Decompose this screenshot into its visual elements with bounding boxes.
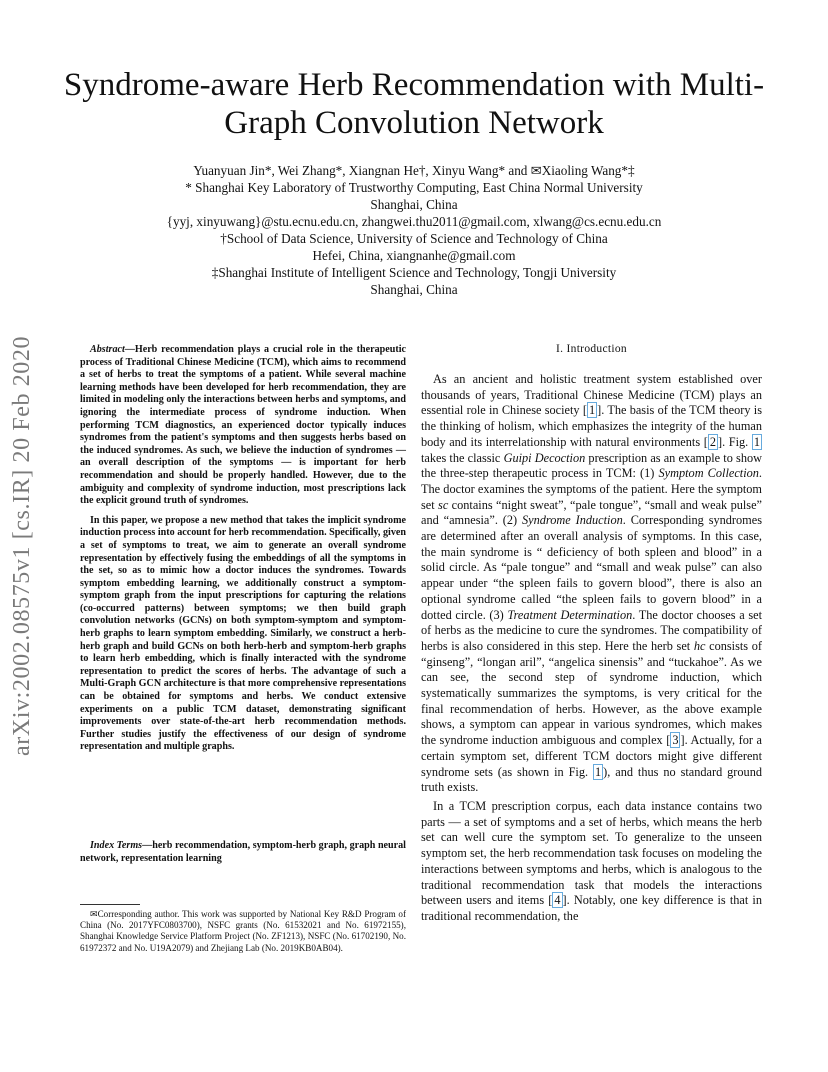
paper-title: Syndrome-aware Herb Recommendation with Multi-Graph Convolution Network: [63, 67, 765, 141]
abstract-paragraph-1: [80, 344, 406, 508]
intro-text: ]. Fig.: [717, 434, 752, 449]
intro-math: sc: [438, 497, 449, 512]
affiliation-3-location: Shanghai, China: [370, 282, 458, 297]
intro-paragraph-2: [421, 799, 762, 925]
affiliation-1-location: Shanghai, China: [370, 197, 458, 212]
arxiv-identifier-stamp: arXiv:2002.08575v1 [cs.IR] 20 Feb 2020: [9, 335, 35, 756]
figure-link[interactable]: 1: [753, 434, 760, 449]
citation-link[interactable]: 4: [554, 893, 561, 908]
intro-text: takes the classic: [421, 450, 504, 465]
intro-text: In a TCM prescription corpus, each data instance contains two parts — a set of symptoms and a set of herbs, which means the herb set can well cure the symptom set. To generalize to the unseen symptom set, the herb recommendation task focuses on modeling the interactions between symptoms and herbs, which is analogous to the traditional recommendation task that models the interactions between users and items [: [421, 798, 762, 908]
citation-link[interactable]: 1: [588, 403, 596, 418]
intro-text: prescription as an example to show the three-step therapeutic process in TCM: (1): [421, 450, 762, 481]
intro-math: hc: [693, 638, 706, 653]
abstract-text-1: —Herb recommendation plays a crucial role in the therapeutic process of Traditional Chinese Medicine (TCM), which aims to recommend a set of herbs to treat the symptoms of a patient. While several machine learning methods have been developed for herb recommendation, they are limited in modeling only the interactions between herbs and symptoms, and ignoring the intermediate process of syndrome induction. When performing TCM diagnostics, an experienced doctor typically induces syndromes from the patient's symptoms and then suggests herbs based on the induced syndromes. As such, we believe the induction of syndromes — an overall description of the symptoms — is important for herb recommendation and should be properly handled. However, due to the ambiguity and complexity of syndrome induction, most prescriptions lack the explicit ground truth of syndromes.: [80, 344, 406, 507]
intro-text: ]. Notably, one key difference is that in traditional recommendation, the: [421, 893, 762, 923]
index-terms-lead: Index Terms: [90, 840, 143, 851]
affiliation-3: ‡Shanghai Institute of Intelligent Science and Technology, Tongji University: [211, 265, 617, 280]
intro-emphasis: Symptom Collection: [658, 466, 759, 481]
index-terms-text: —herb recommendation, symptom-herb graph, graph neural network, representation learning: [80, 840, 406, 864]
intro-text: . Corresponding syndromes are determined after an overall analysis of symptoms. In this case, the main syndrome is “ deficiency of both spleen and blood” in a solid circle. As “pale tongue” and “small and weak pulse” can also appear under “the spleen fails to govern blood”, there is also an optional syndrome called “the spleen fails to govern blood” in a dotted circle. (3): [421, 513, 762, 622]
intro-emphasis: Syndrome Induction: [522, 513, 623, 528]
citation-link[interactable]: 2: [709, 434, 716, 449]
introduction-body: [421, 372, 762, 928]
intro-text: contains “night sweat”, “pale tongue”, “small and weak pulse” and “amnesia”. (2): [421, 497, 762, 528]
abstract-lead: Abstract: [90, 344, 125, 355]
abstract-paragraph-2: In this paper, we propose a new method that takes the implicit syndrome induction process into account for herb recommendation. Specifically, given a set of symptoms to treat, we aim to generate an overall syndrome representation by effectively fusing the embeddings of all the symptoms in the set, so as to mimic how a doctor induces the syndromes. Towards symptom embedding learning, we additionally construct a symptom-symptom graph from the input prescriptions for capturing the relations (co-occurred patterns) between symptoms; we then build graph convolution networks (GCNs) on both symptom-symptom and symptom-herb graphs to learn symptom embedding. Similarly, we construct a herb-herb graph and build GCNs on both herb-herb and symptom-herb graphs to learn herb embedding, which is finally interacted with the syndrome representation to predict the scores of herbs. The advantage of such a Multi-Graph GCN architecture is that more comprehensive representations can be obtained for symptoms and herbs. We conduct extensive experiments on a public TCM dataset, demonstrating significant improvements over state-of-the-art herb recommendation methods. Further studies justify the effectiveness of our design of syndrome representation and multiple graphs.: [80, 514, 406, 753]
affiliation-2-location: Hefei, China, xiangnanhe@gmail.com: [312, 248, 516, 263]
intro-emphasis: Treatment Determination: [507, 607, 633, 622]
intro-paragraph-1: [421, 372, 762, 796]
intro-text: ]. The basis of the TCM theory is the thinking of holism, which emphasizes the integrity of the human body and its interrelationship with natural environments [: [421, 403, 762, 449]
intro-text: ]. Actually, for a certain symptom set, different TCM doctors might give different syndrome sets (as shown in Fig.: [421, 733, 762, 779]
footnote-rule: [80, 904, 140, 905]
affiliation-1: * Shanghai Key Laboratory of Trustworthy Computing, East China Normal University: [185, 180, 643, 195]
figure-link[interactable]: 1: [595, 764, 602, 779]
abstract: [80, 344, 406, 761]
author-block: [80, 162, 748, 298]
intro-text: . The doctor examines the symptoms of the patient. Here the symptom set: [421, 466, 762, 512]
intro-text: consists of “ginseng”, “longan aril”, “angelica sinensis” and “tuckahoe”. As we can see, the second step of syndrome induction, which systematically summarizes the symptoms, is very critical for the final recommendation of herbs. However, as the above example shows, a symptom can appear in various syndromes, which makes the syndrome induction ambiguous and complex [: [421, 638, 762, 748]
footnote: ✉Corresponding author. This work was supported by National Key R&D Program of China (No. 2017YFC0803700), NSFC grants (No. 61532021 and No. 61972155), Shanghai Knowledge Service Platform Project (No. ZF1213), NSFC (No. 61702190, No. 61972372 and No. U19A2079) and Zhejiang Lab (No. 2019KB0AB04).: [80, 909, 406, 953]
emails-1: {yyj, xinyuwang}@stu.ecnu.edu.cn, zhangwei.thu2011@gmail.com, xlwang@cs.ecnu.edu.cn: [166, 214, 662, 229]
intro-emphasis: Guipi Decoction: [503, 450, 586, 465]
intro-text: As an ancient and holistic treatment system established over thousands of years, Traditional Chinese Medicine (TCM) plays an essential role in Chinese society [: [421, 372, 762, 418]
section-heading: I. Introduction: [556, 343, 627, 355]
affiliation-2: †School of Data Science, University of Science and Technology of China: [220, 231, 608, 246]
citation-link[interactable]: 3: [672, 733, 679, 748]
author-names: Yuanyuan Jin*, Wei Zhang*, Xiangnan He†, Xinyu Wang* and ✉Xiaoling Wang*‡: [193, 163, 635, 178]
intro-text: ), and thus no standard ground truth exists.: [421, 764, 762, 795]
index-terms: [80, 840, 406, 865]
intro-text: . The doctor chooses a set of herbs as the medicine to cure the syndromes. The compatibility of herbs is also considered in this step. Here the herb set: [421, 607, 762, 653]
